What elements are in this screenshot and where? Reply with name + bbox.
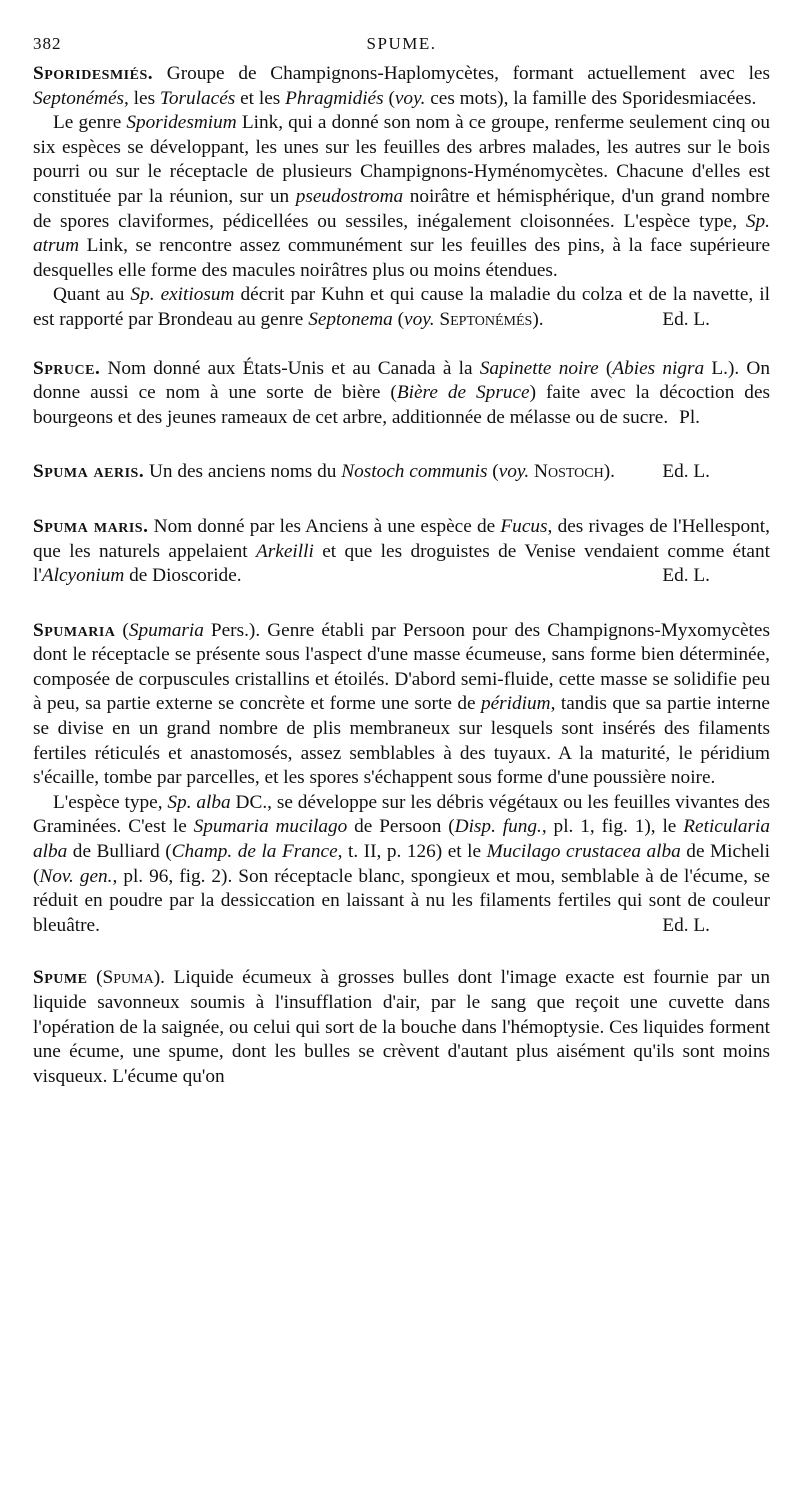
body-text: noirâtre et hémisphérique, d'un grand nombre de spores claviformes, pédicellées ou sessiles, inégalement cloisonnées. L'espèce type, [33, 185, 770, 232]
entry [33, 619, 770, 939]
italic-term: Spumaria mucilago [193, 816, 348, 838]
italic-term: Champ. de la France [171, 841, 338, 863]
body-text: , des rivages de l'Hellespont, que les naturels appelaient [33, 515, 770, 562]
italic-term: Torulacés [159, 87, 236, 109]
entry [33, 966, 770, 1089]
body-text: ces mots), la famille des Sporidesmiacées. [425, 87, 757, 109]
entry-paragraph [33, 515, 770, 589]
entry-paragraph [33, 619, 770, 791]
italic-term: Arkeilli [256, 540, 314, 562]
italic-term: Mucilago crustacea alba [486, 841, 681, 863]
italic-term: voy. [404, 308, 435, 330]
body-text: ). Liquide écumeux à grosses bulles dont l'image exacte est fournie par un liquide savonneux soumis à l'insufflation d'air, par le sang que reçoit une cuvette dans l'opération de la saignée, ou celui qui sort de la bouche dans l'hémoptysie. Ces liquides forment une écume, une spume, dont les bulles se crèvent d'autant plus aisément qu'ils sont moins visqueux. L'écume qu'on [33, 967, 770, 1087]
italic-term: Septonémés [33, 87, 125, 109]
italic-term: péridium [480, 693, 551, 715]
running-title: SPUME. [366, 34, 437, 53]
italic-term: voy. [394, 87, 426, 109]
page [33, 28, 770, 1089]
entry-paragraph [33, 283, 770, 332]
body-text: , pl. 96, fig. 2). Son réceptacle blanc, spongieux et mou, semblable à de l'écume, se réduit en poudre par la dessiccation en laissant à nu les filaments fertiles qui sont de couleur bleuâtre. [33, 865, 770, 936]
body-text: ( [115, 619, 129, 641]
body-text: Groupe de Champignons-Haplomycètes, formant actuellement avec les [153, 63, 770, 84]
body-text: , t. II, p. 126) et le [337, 841, 487, 863]
italic-term: Fucus [500, 515, 548, 537]
body-text: de Micheli ( [33, 841, 770, 887]
body-text: Nom donné par les Anciens à une espèce de [148, 515, 501, 537]
small-caps-reference: Septonémés [439, 308, 533, 330]
entry-author: Ed. L. [662, 308, 710, 330]
italic-term: Septonema [308, 308, 393, 330]
entry-paragraph [33, 791, 770, 939]
italic-term: Sp. exitiosum [130, 284, 235, 306]
running-head [33, 28, 770, 56]
small-caps-reference: Nostoch [534, 461, 604, 483]
body-text: L'espèce type, [53, 791, 168, 813]
italic-term: Abies nigra [612, 357, 705, 379]
body-text: Pers.). Genre établi par Persoon pour des Champignons-Myxomycètes dont le réceptacle se présente sous l'aspect d'une masse écumeuse, sans forme bien déterminée, composée de corpuscules cristallins et étoilés. D'abord semi-fluide, cette masse se solidifie peu à peu, sa partie externe se concrète et forme une sorte de [33, 619, 770, 715]
body-text: ( [598, 357, 613, 379]
body-text: de Bulliard ( [67, 841, 172, 863]
body-text: et que les droguistes de Venise vendaient comme étant l' [33, 540, 770, 587]
body-text: ( [383, 87, 395, 109]
body-text: de Dioscoride. [124, 565, 242, 587]
body-text: Un des anciens noms du [144, 461, 342, 483]
headword: Spruce. [33, 357, 101, 379]
entry [33, 357, 770, 431]
headword: Sporidesmiés. [33, 63, 154, 84]
body-text: ( [392, 308, 405, 330]
body-text: Link, qui a donné son nom à ce groupe, renferme seulement cinq ou six espèces se développant, les unes sur les feuilles des arbres malades, les autres sur le bois pourri ou sur le réceptacle de plusieurs Champignons-Hyménomycètes. Chacune d'elles est constituée par la réunion, sur un [33, 112, 770, 207]
body-text: Nom donné aux États-Unis et au Canada à la [100, 357, 480, 379]
italic-term: Reticularia alba [33, 816, 770, 863]
entry-paragraph [33, 111, 770, 283]
body-text: et les [235, 87, 286, 109]
entry-paragraph [33, 966, 770, 1089]
body-text: Quant au [53, 284, 131, 306]
entry-paragraph [33, 460, 770, 485]
entry-paragraph [33, 357, 770, 431]
italic-term: Nostoch communis [341, 461, 488, 483]
entry-author: Ed. L. [662, 461, 710, 483]
dictionary-entries [33, 62, 770, 1089]
body-text: de Persoon ( [347, 816, 455, 838]
entry-author: Pl. [679, 406, 700, 428]
headword: Spume [33, 967, 88, 989]
entry [33, 515, 770, 589]
entry-paragraph [33, 62, 770, 111]
entry-author: Ed. L. [662, 914, 710, 936]
body-text: , les [124, 87, 160, 109]
italic-term: Bière de Spruce [396, 382, 530, 404]
italic-term: Phragmidiés [285, 87, 384, 109]
body-text: DC., se développe sur les débris végétaux ou les feuilles vivantes des Graminées. C'est le [33, 791, 771, 838]
headword: Spuma aeris. [33, 461, 145, 483]
italic-term: Sporidesmium [126, 112, 237, 134]
page-number: 382 [33, 34, 62, 53]
headword: Spuma maris. [33, 515, 149, 537]
italic-term: Sapinette noire [479, 357, 599, 379]
body-text: , tandis que sa partie interne se divise en un grand nombre de plis membraneux sur lesquels sont insérés des filaments fertiles réticulés et anastomosés, assez semblables à des tuyaux. A la maturité, le péridium s'écaille, tombe par parcelles, et les spores s'échappent sous forme d'une poussière noire. [33, 693, 770, 789]
italic-term: Nov. gen. [39, 865, 113, 887]
small-caps-reference: Spuma [102, 967, 154, 989]
entry [33, 460, 770, 485]
body-text: ). [603, 461, 615, 483]
headword: Spumaria [33, 619, 116, 641]
body-text: Le genre [53, 112, 127, 134]
italic-term: Alcyonium [41, 565, 125, 587]
entry [33, 62, 770, 333]
body-text: ). [532, 308, 544, 330]
body-text: ( [487, 461, 499, 483]
body-text: Link, se rencontre assez communément sur les feuilles des pins, à la face supérieure desquelles elle forme des macules noirâtres plus ou moins étendues. [33, 235, 770, 281]
italic-term: Sp. alba [167, 791, 231, 813]
italic-term: Spumaria [128, 619, 204, 641]
body-text: L.). On donne aussi ce nom à une sorte de bière ( [33, 357, 771, 404]
italic-term: Disp. fung. [454, 816, 542, 838]
italic-term: Sp. atrum [33, 210, 770, 257]
body-text: ) faite avec la décoction des bourgeons et des jeunes rameaux de cet arbre, additionnée de mélasse ou de sucre. [33, 382, 771, 428]
body-text: décrit par Kuhn et qui cause la maladie du colza et de la navette, il est rapporté par Brondeau au genre [33, 284, 770, 330]
italic-term: pseudostroma [295, 185, 404, 207]
italic-term: voy. [498, 461, 530, 483]
body-text: ( [87, 967, 103, 989]
entry-author: Ed. L. [662, 565, 710, 587]
body-text: , pl. 1, fig. 1), le [541, 816, 684, 838]
